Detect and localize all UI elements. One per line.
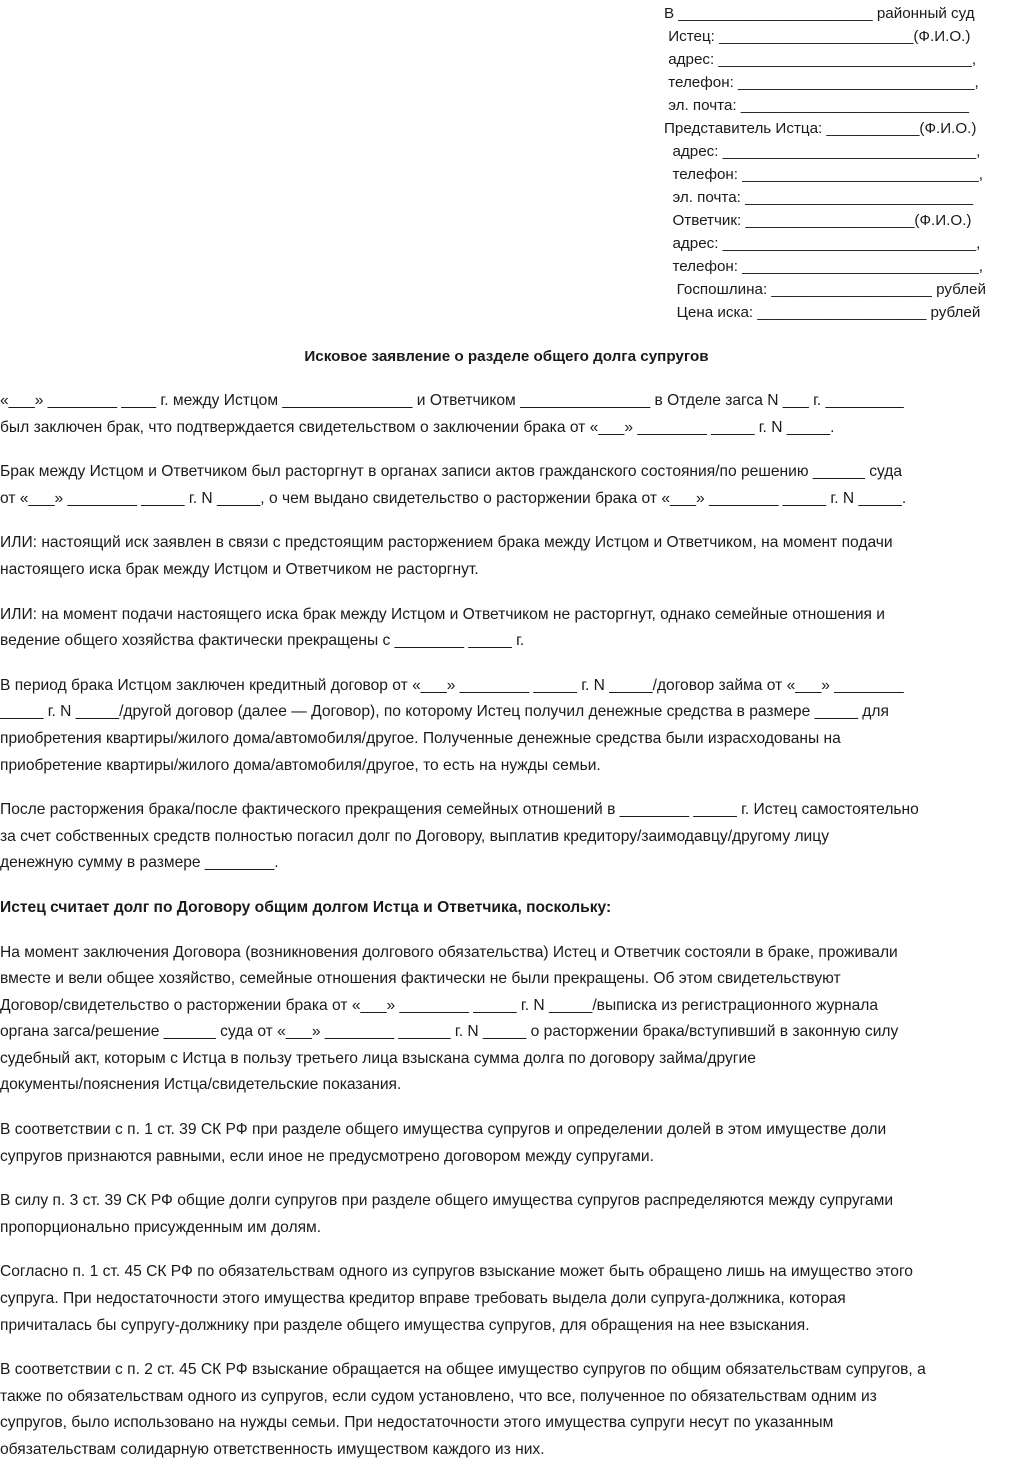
paragraph-line: супругов признаются равными, если иное не предусмотрено договором между супругами. — [0, 1147, 654, 1165]
header-line-representative: Представитель Истца: ___________(Ф.И.О.) — [664, 120, 977, 137]
header-line-representative-email: эл. почта: ___________________________ — [664, 189, 974, 206]
paragraph-line: В период брака Истцом заключен кредитный договор от «___» ________ _____ г. N _____/договор займа от «___» ________ — [0, 676, 904, 694]
paragraph-line: судебный акт, которым с Истца в пользу третьего лица взыскана сумма долга по договору займа/другие — [0, 1049, 756, 1067]
paragraph-line: обязательствам солидарную ответственность имуществом каждого из них. — [0, 1441, 545, 1458]
paragraph-line: ИЛИ: настоящий иск заявлен в связи с предстоящим расторжением брака между Истцом и Ответчиком, на момент подачи — [0, 534, 893, 552]
paragraph-line: Истец считает долг по Договору общим долгом Истца и Ответчика, поскольку: — [0, 898, 612, 916]
paragraph-line: вместе и вели общее хозяйство, семейные отношения фактически не были прекращены. Об этом свидетельствуют — [0, 970, 841, 988]
paragraph-line: настоящего иска брак между Истцом и Ответчиком не расторгнут. — [0, 560, 479, 578]
paragraph-line: На момент заключения Договора (возникновения долгового обязательства) Истец и Ответчик состояли в браке, проживали — [0, 943, 898, 961]
paragraph-alternative-relations-ceased — [0, 602, 1013, 655]
paragraph-line: от «___» ________ _____ г. N _____, о чем выдано свидетельство о расторжении брака от «___» ________ _____ г. N _____. — [0, 489, 907, 507]
paragraph-line: В соответствии с п. 1 ст. 39 СК РФ при разделе общего имущества супругов и определении долей в этом имуществе доли — [0, 1121, 887, 1139]
paragraph-line: супругов, было использовано на нужды семьи. При недостаточности этого имущества супруги несут по указанным — [0, 1414, 834, 1432]
paragraph-line: Договор/свидетельство о расторжении брака от «___» ________ _____ г. N _____/выписка из регистрационного журнала — [0, 996, 879, 1014]
paragraph-article-45-2 — [0, 1357, 1013, 1463]
paragraph-line: документы/пояснения Истца/свидетельские показания. — [0, 1076, 402, 1094]
paragraph-line: ведение общего хозяйства фактически прекращены с ________ _____ г. — [0, 632, 525, 650]
paragraph-line: Брак между Истцом и Ответчиком был расторгнут в органах записи актов гражданского состояния/по решению ______ суда — [0, 463, 903, 481]
paragraph-line: пропорционально присужденным им долям. — [0, 1218, 322, 1236]
paragraph-debt-repayment — [0, 797, 1013, 877]
header-line-court: В _______________________ районный суд — [664, 5, 975, 22]
paragraph-evidence — [0, 940, 1013, 1100]
paragraph-marriage-registration — [0, 388, 1013, 441]
header-line-state-fee: Госпошлина: ___________________ рублей — [664, 281, 986, 298]
paragraph-line: В силу п. 3 ст. 39 СК РФ общие долги супругов при разделе общего имущества супругов распределяются между супругами — [0, 1192, 894, 1210]
paragraph-marriage-dissolution — [0, 459, 1013, 512]
header-line-claim-value: Цена иска: ____________________ рублей — [664, 304, 981, 321]
paragraph-article-45-1 — [0, 1259, 1013, 1339]
paragraph-article-39-3 — [0, 1188, 1013, 1241]
paragraph-line: приобретения квартиры/жилого дома/автомобиля/другое. Полученные денежные средства были израсходованы на — [0, 729, 841, 747]
paragraph-line: приобретение квартиры/жилого дома/автомобиля/другое, то есть на нужды семьи. — [0, 756, 601, 774]
header-line-plaintiff-phone: телефон: ____________________________, — [664, 74, 979, 91]
header-line-defendant-address: адрес: ______________________________, — [664, 235, 981, 252]
header-line-plaintiff-email: эл. почта: ___________________________ — [664, 97, 969, 114]
paragraph-loan-agreement — [0, 673, 1013, 779]
paragraph-line: причиталась бы супругу-должнику при разделе общего имущества супругов, для обращения на нее взыскания. — [0, 1316, 810, 1334]
document-title: Исковое заявление о разделе общего долга супругов — [304, 348, 709, 365]
paragraph-line: был заключен брак, что подтверждается свидетельством о заключении брака от «___» ________ _____ г. N _____. — [0, 418, 835, 436]
header-line-plaintiff-address: адрес: ______________________________, — [664, 51, 977, 68]
paragraph-line: После расторжения брака/после фактического прекращения семейных отношений в ________ _____ г. Истец самостоятельно — [0, 801, 919, 819]
paragraph-line: органа загса/решение ______ суда от «___» ________ ______ г. N _____ о расторжении брака/вступивший в законную силу — [0, 1023, 899, 1041]
paragraph-article-39-1 — [0, 1117, 1013, 1170]
paragraph-alternative-pending-divorce — [0, 530, 1013, 583]
paragraph-line: Согласно п. 1 ст. 45 СК РФ по обязательствам одного из супругов взыскание может быть обращено лишь на имущество этого — [0, 1263, 913, 1281]
paragraph-line: ИЛИ: на момент подачи настоящего иска брак между Истцом и Ответчиком не расторгнут, однако семейные отношения и — [0, 605, 886, 623]
header-line-representative-phone: телефон: ____________________________, — [664, 166, 983, 183]
paragraph-line: «___» ________ ____ г. между Истцом _______________ и Ответчиком _______________ в Отделе загса N ___ г. _________ — [0, 392, 904, 409]
paragraph-line: денежную сумму в размере ________. — [0, 854, 279, 872]
paragraph-line: за счет собственных средств полностью погасил долг по Договору, выплатив кредитору/заимодавцу/другому лицу — [0, 827, 829, 845]
court-header-block — [664, 2, 1013, 324]
header-line-plaintiff: Истец: _______________________(Ф.И.О.) — [664, 28, 971, 45]
paragraph-line: В соответствии с п. 2 ст. 45 СК РФ взыскание обращается на общее имущество супругов по общим обязательствам супругов, а — [0, 1361, 926, 1379]
header-line-representative-address: адрес: ______________________________, — [664, 143, 981, 160]
document-body — [0, 388, 1013, 1482]
header-line-defendant: Ответчик: ____________________(Ф.И.О.) — [664, 212, 972, 229]
paragraph-line: супруга. При недостаточности этого имущества кредитор вправе требовать выдела доли супруга-должника, которая — [0, 1290, 846, 1308]
paragraph-line: также по обязательствам одного из супругов, если судом установлено, что все, полученное по обязательствам одним из — [0, 1387, 877, 1405]
paragraph-claim-statement — [0, 895, 1013, 922]
header-line-defendant-phone: телефон: ____________________________, — [664, 258, 983, 275]
paragraph-line: _____ г. N _____/другой договор (далее — Договор), по которому Истец получил денежные средства в размере _____ для — [0, 703, 889, 721]
